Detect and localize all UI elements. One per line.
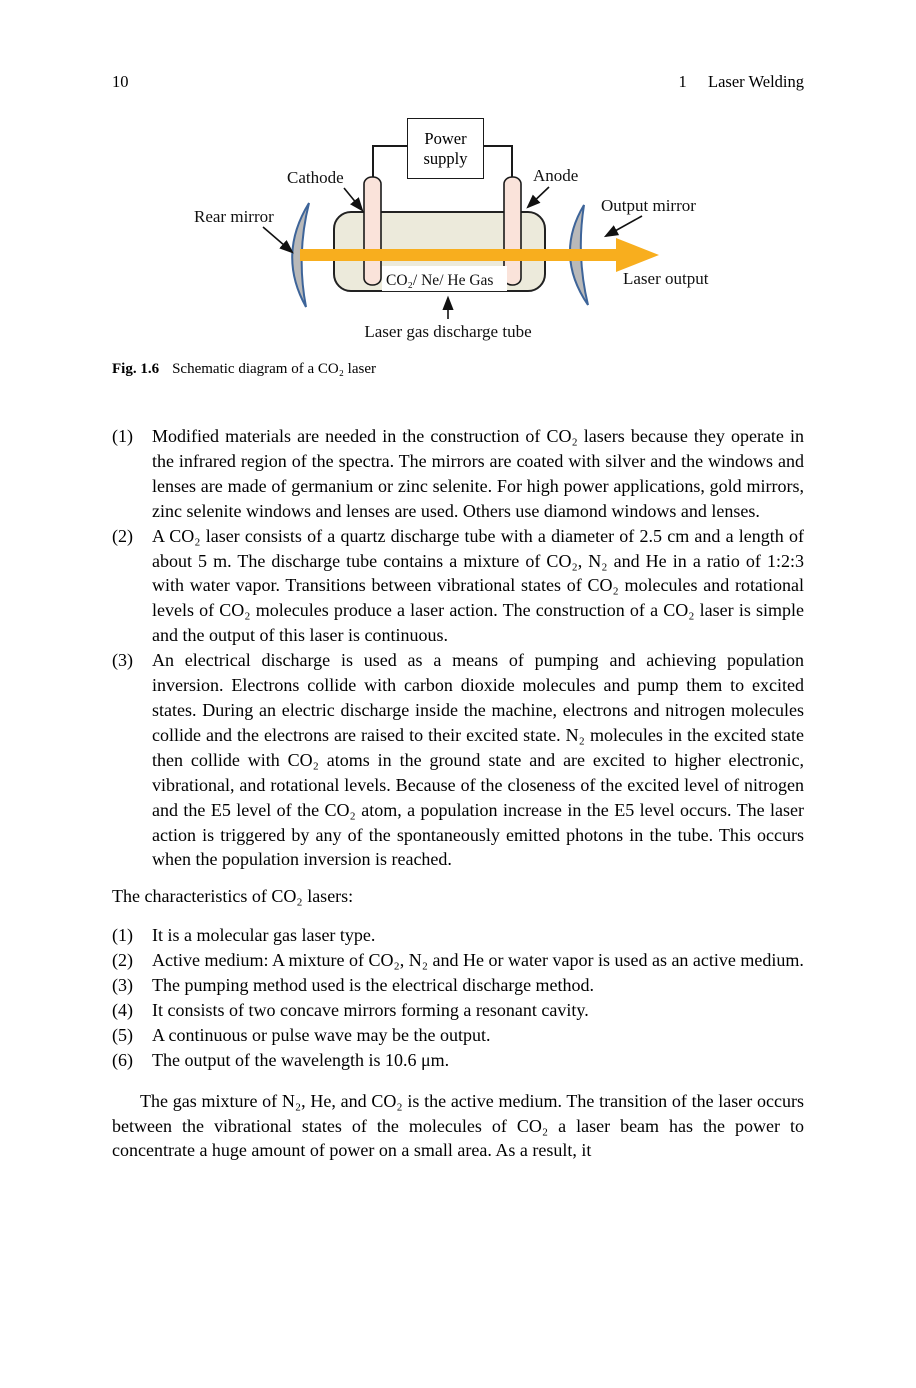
list-item-number: (5) — [112, 1024, 133, 1045]
cathode-electrode — [364, 177, 381, 285]
chapter-header — [679, 72, 804, 92]
list-item-text: An electrical discharge is used as a means of pumping and achieving population inversion. Electrons collide with carbon dioxide molecules and pump them to excited states. During an electric discharge inside the machine, electrons and nitrogen molecules collide and the electrons are raised to their excited state. N₂ molecules in the excited state then collide with CO₂ atoms in the ground state and are excited to higher electronic, vibrational, and rotational levels. Because of the closeness of the excited level of nitrogen and the E5 level of the CO₂ atom, a population increase in the E5 level occurs. The laser action is triggered by any of the spontaneously emitted photons in the tube. This occurs when the population inversion is reached. — [152, 650, 804, 870]
anode-pointer-arrow — [528, 187, 549, 207]
page-number: 10 — [112, 72, 129, 91]
list-item-number: (3) — [112, 650, 133, 671]
discharge-tube-label: Laser gas discharge tube — [364, 322, 532, 341]
cathode-pointer-arrow — [344, 188, 362, 210]
running-header — [112, 72, 804, 92]
list-item-text: The pumping method used is the electrical discharge method. — [152, 975, 595, 996]
characteristics-heading: The characteristics of CO₂ lasers: — [112, 886, 354, 907]
list-item-number: (3) — [112, 975, 133, 996]
anode-label: Anode — [533, 166, 579, 185]
list-item — [112, 524, 804, 649]
power-supply-label: Power supply — [423, 128, 468, 168]
wire-right — [484, 146, 512, 179]
power-supply-box — [407, 118, 484, 179]
closing-paragraph: The gas mixture of N₂, He, and CO₂ is the active medium. The transition of the laser occurs between the vibrational states of the molecules of CO₂ a laser beam has the power to concentrate a huge amount of power on a small area. As a result, it — [112, 1090, 804, 1161]
cathode-label: Cathode — [287, 168, 344, 187]
list-item-number: (2) — [112, 950, 133, 971]
output-mirror-label: Output mirror — [601, 196, 696, 215]
list-item-text: It consists of two concave mirrors forming a resonant cavity. — [152, 999, 589, 1020]
list-item — [112, 1023, 804, 1048]
list-item-text: It is a molecular gas laser type. — [152, 925, 376, 946]
list-item-number: (2) — [112, 525, 133, 546]
laser-output-label: Laser output — [623, 269, 709, 288]
list-item-text: Modified materials are needed in the construction of CO₂ lasers because they operate in the infrared region of the spectra. The mirrors are coated with silver and the windows and lenses are made of germanium or zinc selenite. For high power applications, gold mirrors, zinc selenite windows and lenses are used. Others use diamond windows and lenses. — [152, 426, 804, 521]
list-item — [112, 1048, 804, 1073]
list-item — [112, 973, 804, 998]
list-item-number: (1) — [112, 426, 133, 446]
list-item-text: Active medium: A mixture of CO₂, N₂ and He or water vapor is used as an active medium. — [152, 950, 804, 971]
list-item — [112, 424, 804, 524]
chapter-title: Laser Welding — [708, 72, 804, 91]
rear-mirror-pointer-arrow — [263, 227, 292, 252]
wire-left — [373, 146, 407, 179]
list-item — [112, 998, 804, 1023]
characteristics-list — [112, 923, 804, 1072]
chapter-number: 1 — [678, 72, 687, 91]
list-item — [112, 948, 804, 973]
list-item-text: The output of the wavelength is 10.6 μm. — [152, 1049, 450, 1070]
list-item — [112, 923, 804, 948]
list-item — [112, 648, 804, 872]
list-item-text: A CO₂ laser consists of a quartz discharge tube with a diameter of 2.5 cm and a length of about 5 m. The discharge tube contains a mixture of CO₂, N₂ and He in a ratio of 1:2:3 with water vapor. Transitions between vibrational states of CO₂ molecules and rotational levels of CO₂ molecules produce a laser action. The construction of a CO₂ laser is simple and the output of this laser is continuous. — [152, 525, 804, 646]
body-text — [112, 424, 804, 1163]
gas-label: CO₂/ Ne/ He Gas — [386, 272, 494, 289]
figure-caption — [112, 361, 804, 378]
figure-caption-text: Schematic diagram of a CO₂ laser — [172, 361, 376, 377]
output-mirror-pointer-arrow — [606, 216, 642, 236]
list-item-text: A continuous or pulse wave may be the output. — [152, 1024, 491, 1045]
list-item-number: (6) — [112, 1049, 133, 1070]
list-item-number: (4) — [112, 999, 133, 1020]
co2-laser-schematic — [0, 105, 916, 355]
rear-mirror-label: Rear mirror — [194, 207, 274, 226]
figure-caption-label: Fig. 1.6 — [112, 361, 160, 377]
list-item-number: (1) — [112, 925, 133, 946]
